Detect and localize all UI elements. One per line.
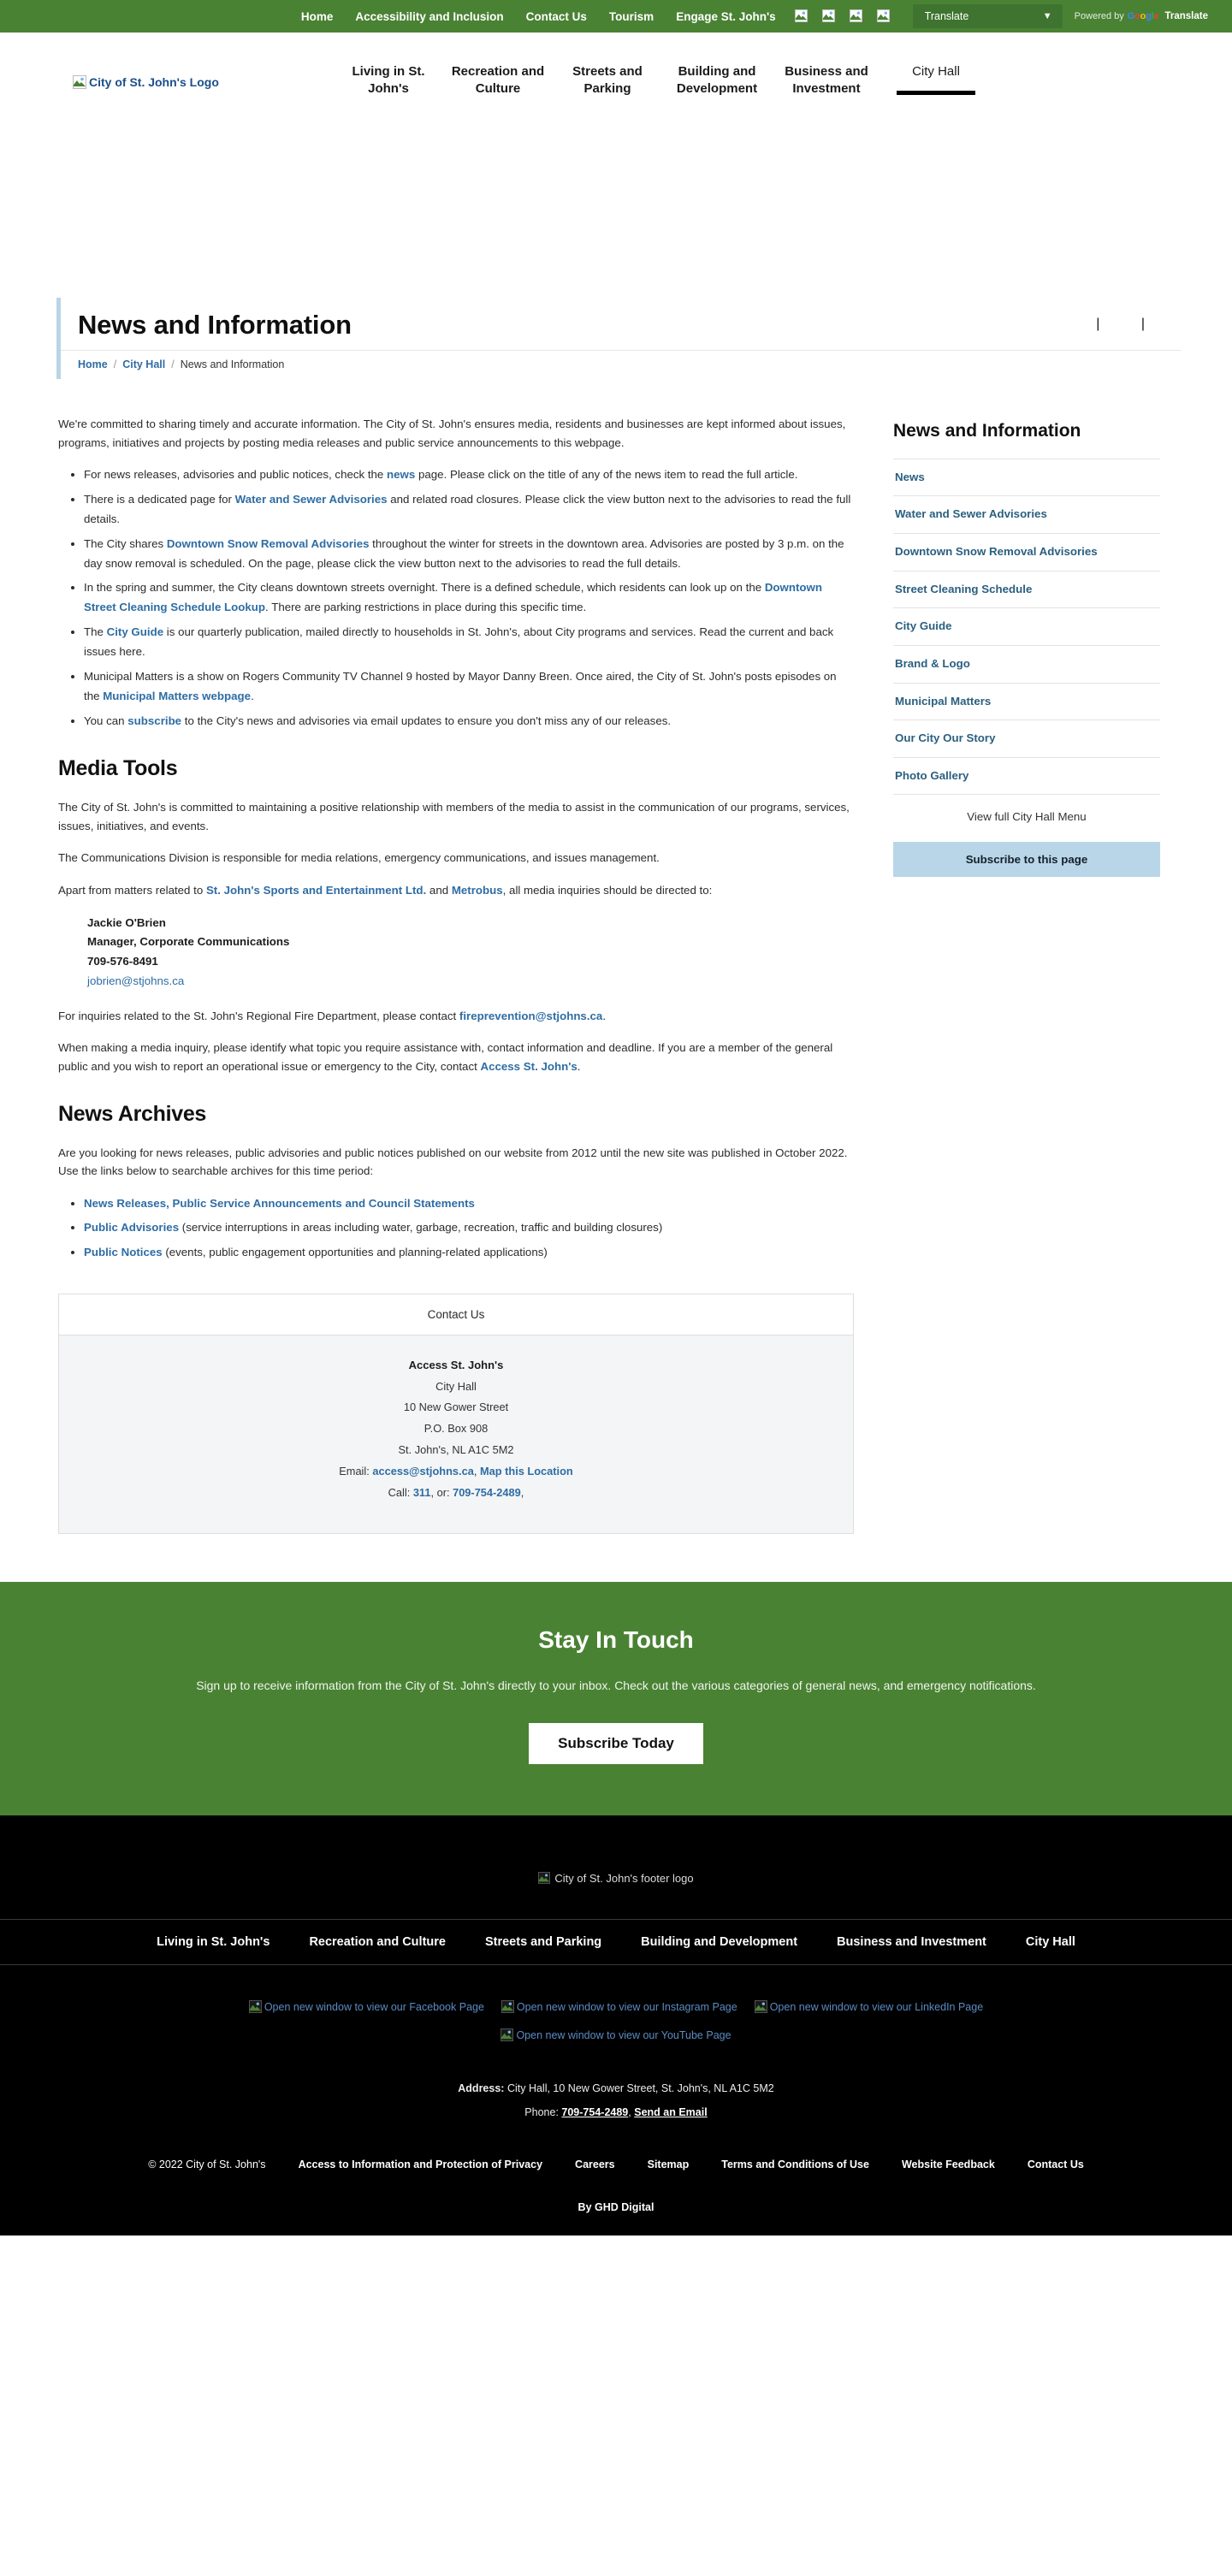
footer-social-link-2[interactable]: Open new window to view our LinkedIn Page [755, 1996, 983, 2018]
contact-card-map-link[interactable]: Map this Location [479, 1465, 573, 1478]
inline-text: The [84, 625, 107, 639]
utility-broken-image-1[interactable] [822, 9, 836, 24]
footer-social-link-0[interactable]: Open new window to view our Facebook Page [249, 1996, 484, 2018]
site-header [0, 33, 1232, 127]
breadcrumb-current: News and Information [180, 358, 285, 370]
breadcrumb [56, 350, 1181, 379]
contact-card-email-label: Email: [339, 1465, 373, 1478]
media-contact-block [87, 914, 854, 992]
broken-image-glyph [850, 9, 863, 23]
footer-logo-alt-text: City of St. John's footer logo [554, 1872, 694, 1886]
main-nav-label: Building and Development [676, 64, 758, 97]
sidebar-link-6[interactable]: Municipal Matters [893, 684, 1160, 721]
main-nav-item-5[interactable] [881, 63, 991, 102]
news-archives-heading: News Archives [58, 1101, 207, 1126]
subscribe-to-page-button[interactable]: Subscribe to this page [893, 842, 1160, 877]
utility-broken-image-icons [795, 9, 891, 24]
info-bullet-2 [84, 535, 854, 574]
broken-image-glyph [249, 2000, 263, 2014]
utility-nav-item-0[interactable]: Home [300, 9, 334, 23]
subscribe-today-button[interactable]: Subscribe Today [529, 1723, 703, 1764]
info-bullet-6 [84, 712, 854, 731]
media-contact-phone: 709-576-8491 [87, 955, 158, 968]
inline-text: and [426, 883, 452, 897]
inline-text: In the spring and summer, the City cleans downtown streets overnight. There is a defined schedule, which residents can look up on the [84, 581, 765, 595]
broken-image-glyph [755, 2000, 768, 2014]
inline-link[interactable]: subscribe [127, 714, 182, 727]
broken-image-glyph [501, 2000, 515, 2014]
media-tools-heading: Media Tools [58, 756, 178, 781]
page-title-inner [56, 298, 1181, 351]
media-inquiry-paragraph [58, 1039, 854, 1075]
inline-text: For inquiries related to the St. John's Regional Fire Department, please contact [58, 1009, 459, 1022]
contact-us-card-header: Contact Us [59, 1294, 853, 1335]
footer-logo[interactable] [0, 1860, 1232, 1919]
main-nav [334, 55, 1232, 105]
inline-text: Apart from matters related to [58, 883, 206, 897]
contact-card-call-end: , [520, 1486, 524, 1500]
contact-card-line-2: P.O. Box 908 [424, 1422, 489, 1436]
inline-link[interactable]: Municipal Matters webpage [103, 689, 252, 702]
news-archive-link-2[interactable]: Public Notices [84, 1246, 163, 1259]
info-bullet-3 [84, 578, 854, 618]
broken-image-glyph [73, 75, 86, 89]
site-logo[interactable] [0, 55, 334, 93]
main-nav-item-2[interactable] [553, 63, 662, 105]
inline-link[interactable]: City Guide [106, 625, 164, 639]
media-contact-email-link[interactable]: jobrien@stjohns.ca [87, 974, 185, 988]
main-nav-item-3[interactable] [662, 63, 772, 105]
main-nav-label: Streets and Parking [572, 64, 643, 97]
inline-text: . [251, 689, 254, 702]
footer-copyright: © 2022 City of St. John's [148, 2159, 266, 2171]
utility-broken-image-0[interactable] [795, 9, 808, 24]
utility-nav-item-3[interactable]: Tourism [608, 9, 654, 23]
broken-image-glyph [795, 9, 808, 23]
main-content [58, 415, 854, 1534]
utility-nav [301, 10, 776, 23]
footer-address-block [0, 2062, 1232, 2124]
site-logo-alt-text: City of St. John's Logo [89, 75, 219, 89]
sidebar-full-menu-link[interactable]: View full City Hall Menu [967, 810, 1087, 824]
breadcrumb-separator: / [171, 358, 175, 370]
utility-nav-item-1[interactable]: Accessibility and Inclusion [355, 9, 504, 23]
powered-prefix: Powered by [1074, 11, 1124, 21]
inline-text: . [602, 1009, 607, 1022]
contact-card-call-phone-link[interactable]: 709-754-2489 [453, 1486, 521, 1500]
google-wordmark-icon: Google [1127, 11, 1159, 21]
sidebar-link-2[interactable]: Downtown Snow Removal Advisories [893, 534, 1160, 571]
inline-text: When making a media inquiry, please identify what topic you require assistance with, contact information and deadline. If you are a member of the general public and you wish to report an operational issue or emergency to the City, contact [58, 1041, 833, 1073]
inline-link[interactable]: Downtown Snow Removal Advisories [166, 536, 370, 550]
footer-social-row-2 [0, 2024, 1232, 2053]
footer-address-row [0, 2077, 1232, 2101]
inline-text: , all media inquiries should be directed to: [502, 883, 713, 897]
news-archive-note: (events, public engagement opportunities and planning-related applications) [162, 1246, 548, 1259]
sidebar-link-5[interactable]: Brand & Logo [893, 646, 1160, 684]
sidebar-full-menu-row [893, 795, 1160, 842]
footer-legal-link-0[interactable]: Access to Information and Protection of Privacy [298, 2159, 543, 2171]
news-archive-item-1 [84, 1218, 854, 1238]
translate-select[interactable] [913, 4, 1063, 28]
sidebar-link-0[interactable]: News [893, 459, 1160, 497]
footer-nav-item-4[interactable]: Business and Investment [837, 1934, 986, 1949]
utility-broken-image-2[interactable] [850, 9, 863, 24]
footer-legal-link-4[interactable]: Website Feedback [901, 2159, 995, 2171]
page-title-block [0, 298, 1232, 379]
media-contact-title: Manager, Corporate Communications [87, 935, 290, 949]
news-archives-list [58, 1194, 854, 1264]
stay-in-touch-body: Sign up to receive information from the City of St. John's directly to your inbox. Check out the various categories of general news, and emergency notifications. [196, 1679, 1036, 1693]
contact-card-call-label: Call: [388, 1486, 413, 1500]
footer-broken-image-icon [538, 1872, 693, 1886]
utility-nav-item-2[interactable]: Contact Us [525, 9, 587, 23]
footer-nav-item-2[interactable]: Streets and Parking [484, 1934, 602, 1949]
media-contact-name: Jackie O'Brien [87, 915, 166, 929]
inline-link[interactable]: Water and Sewer Advisories [234, 492, 388, 506]
breadcrumb-link-1[interactable]: City Hall [122, 358, 166, 370]
footer-send-email-link[interactable]: Send an Email [634, 2105, 708, 2118]
news-archive-note: (service interruptions in areas including water, garbage, recreation, traffic and building closures) [179, 1221, 663, 1235]
intro-paragraph: We're committed to sharing timely and accurate information. The City of St. John's ensures media, residents and businesses are kept informed about issues, programs, initiatives and projects by posting media releases and public service announcements to this webpage. [58, 417, 846, 449]
footer-nav [0, 1919, 1232, 1965]
contact-card-line-0: City Hall [435, 1379, 477, 1393]
broken-image-icon [73, 75, 219, 89]
contact-card-line-3: St. John's, NL A1C 5M2 [398, 1443, 514, 1457]
media-tools-paragraph-2: The Communications Division is responsible for media relations, emergency communications, and issues management. [58, 851, 660, 865]
utility-nav-item-4[interactable]: Engage St. John's [676, 9, 776, 23]
footer-legal-row [0, 2124, 1232, 2170]
inline-text: is our quarterly publication, mailed directly to households in St. John's, about City programs and services. Read the current and back issues here. [84, 625, 834, 658]
main-nav-item-0[interactable] [334, 63, 443, 105]
sidebar-link-3[interactable]: Street Cleaning Schedule [893, 571, 1160, 609]
contact-card-call-row [59, 1483, 853, 1504]
inline-text: For news releases, advisories and public notices, check the [84, 468, 388, 482]
inline-text: . There are parking restrictions in place during this specific time. [265, 601, 587, 614]
sidebar-link-7[interactable]: Our City Our Story [893, 720, 1160, 758]
news-archive-item-2 [84, 1243, 854, 1263]
news-archive-link-1[interactable]: Public Advisories [84, 1221, 180, 1235]
sidebar-heading: News and Information [893, 421, 1081, 441]
footer-nav-item-1[interactable]: Recreation and Culture [309, 1934, 446, 1949]
breadcrumb-link-0[interactable]: Home [78, 358, 108, 370]
inline-link[interactable]: Metrobus [451, 883, 503, 897]
inline-text: to the City's news and advisories via email updates to ensure you don't miss any of our releases. [181, 714, 672, 727]
contact-card-call-mid: , or: [430, 1486, 453, 1500]
footer-phone-sep: , [628, 2105, 631, 2118]
page-title: News and Information [78, 310, 352, 340]
footer-legal-link-2[interactable]: Sitemap [647, 2159, 690, 2171]
stay-in-touch-section [0, 1582, 1232, 1815]
site-footer [0, 1815, 1232, 2235]
main-nav-item-4[interactable] [772, 63, 881, 105]
inline-link[interactable]: Downtown Street Cleaning Schedule Lookup [84, 581, 823, 614]
inline-link[interactable]: fireprevention@stjohns.ca [459, 1009, 603, 1022]
main-nav-item-1[interactable] [443, 63, 553, 105]
broken-image-glyph [500, 2028, 514, 2042]
inline-text: . [577, 1060, 581, 1073]
contact-us-card-body [59, 1335, 853, 1533]
sidebar-link-8[interactable]: Photo Gallery [893, 758, 1160, 796]
footer-social-link-3[interactable]: Open new window to view our YouTube Page [500, 2024, 731, 2046]
inline-text: The City shares [84, 536, 167, 550]
footer-legal-link-1[interactable]: Careers [575, 2159, 615, 2171]
powered-suffix: Translate [1164, 11, 1208, 21]
broken-image-glyph [822, 9, 836, 23]
title-pipe-separators: | | [1096, 317, 1164, 331]
broken-image-glyph [538, 1872, 552, 1886]
inline-text: You can [84, 714, 128, 727]
translate-select-wrapper[interactable] [913, 4, 1063, 28]
footer-phone-label: Phone: [524, 2105, 559, 2118]
inline-link[interactable]: Access St. John's [480, 1060, 578, 1073]
contact-card-email-link[interactable]: access@stjohns.ca [372, 1465, 474, 1478]
footer-phone-row [0, 2101, 1232, 2125]
footer-legal-link-5[interactable]: Contact Us [1027, 2159, 1084, 2171]
footer-social-row-1 [0, 1996, 1232, 2025]
info-bullet-list [58, 465, 854, 731]
news-archives-intro: Are you looking for news releases, public advisories and public notices published on our website from 2012 until the new site was published in October 2022. Use the links below to searchable archives for this time period: [58, 1146, 848, 1178]
inline-text: and related road closures. Please click the view button next to the advisories to read the full details. [84, 492, 851, 525]
sidebar-link-1[interactable]: Water and Sewer Advisories [893, 496, 1160, 534]
breadcrumb-separator: / [113, 358, 117, 370]
powered-by-google-translate [1075, 11, 1208, 21]
broken-image-glyph [877, 9, 891, 23]
main-nav-label: Business and Investment [785, 64, 868, 97]
footer-nav-item-0[interactable]: Living in St. John's [157, 1934, 270, 1949]
inline-text: page. Please click on the title of any of the news item to read the full article. [415, 468, 798, 482]
utility-bar [0, 0, 1232, 33]
footer-legal-link-3[interactable]: Terms and Conditions of Use [721, 2159, 869, 2171]
sidebar-link-4[interactable]: City Guide [893, 608, 1160, 646]
stay-in-touch-heading: Stay In Touch [538, 1626, 694, 1654]
inline-text: throughout the winter for streets in the downtown area. Advisories are posted by 3 p.m. on the day snow removal is scheduled. On the page, please click the view button next to the advisories to read the full details. [84, 536, 844, 570]
inline-text: There is a dedicated page for [84, 492, 235, 506]
media-tools-paragraph-3 [58, 881, 854, 900]
utility-broken-image-3[interactable] [877, 9, 891, 24]
footer-address-label: Address: [458, 2082, 505, 2095]
footer-social-link-1[interactable]: Open new window to view our Instagram Page [501, 1996, 737, 2018]
active-nav-underline [897, 91, 975, 95]
info-bullet-5 [84, 667, 854, 707]
news-archive-link-0[interactable]: News Releases, Public Service Announcements and Council Statements [84, 1196, 475, 1210]
contact-card-line-1: 10 New Gower Street [403, 1401, 509, 1414]
contact-card-email-row [59, 1461, 853, 1483]
contact-card-org: Access St. John's [408, 1359, 504, 1372]
fire-department-paragraph [58, 1007, 854, 1026]
info-bullet-0 [84, 465, 854, 485]
sidebar-link-list [893, 459, 1160, 795]
main-nav-label: Living in St. John's [352, 64, 425, 97]
chevron-down-icon: ▼ [1042, 11, 1052, 21]
contact-card-email-sep: , [473, 1465, 480, 1478]
inline-text: Municipal Matters is a show on Rogers Community TV Channel 9 hosted by Mayor Danny Breen. Once aired, the City of St. John's posts episodes on the [84, 669, 837, 702]
info-bullet-1 [84, 490, 854, 530]
inline-link[interactable]: St. John's Sports and Entertainment Ltd. [205, 883, 427, 897]
main-nav-label: City Hall [912, 64, 960, 79]
contact-us-card [58, 1294, 854, 1534]
footer-byline: By GHD Digital [578, 2201, 654, 2214]
contact-card-call-311-link[interactable]: 311 [412, 1486, 431, 1500]
info-bullet-4 [84, 623, 854, 662]
footer-nav-item-5[interactable]: City Hall [1025, 1934, 1075, 1949]
inline-link[interactable]: news [387, 468, 416, 482]
page-layout [0, 379, 1232, 1534]
contact-card-address-lines [59, 1377, 853, 1462]
main-nav-label: Recreation and Culture [451, 64, 545, 97]
news-archive-item-0 [84, 1194, 854, 1214]
sidebar [893, 415, 1160, 877]
media-tools-paragraph-1: The City of St. John's is committed to maintaining a positive relationship with members of the media to assist in the communication of our programs, services, issues, initiatives, and events. [58, 801, 850, 832]
footer-social-links [0, 1965, 1232, 2062]
footer-phone-link[interactable]: 709-754-2489 [561, 2105, 629, 2118]
footer-nav-item-3[interactable]: Building and Development [641, 1934, 798, 1949]
footer-address-value: City Hall, 10 New Gower Street, St. John's, NL A1C 5M2 [506, 2082, 774, 2095]
